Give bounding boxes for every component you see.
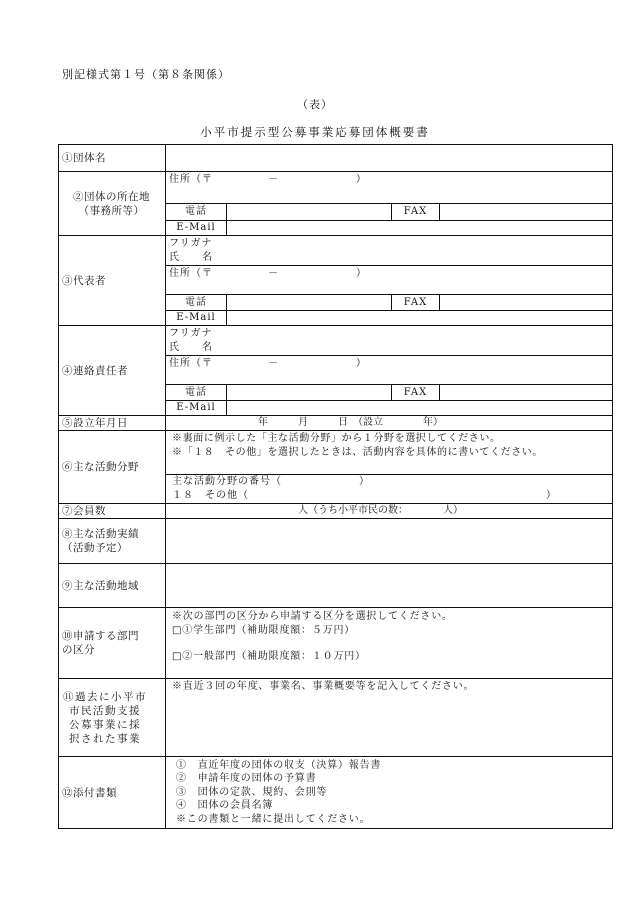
attachments-label: ⑫添付書類 [59, 757, 166, 829]
established-date-label: ⑤設立年月日 [59, 416, 166, 431]
activity-field-label: ⑥主な活動分野 [59, 431, 166, 504]
side-label: （表） [297, 98, 333, 111]
document-title: 小平市提示型公募事業応募団体概要書 [200, 125, 430, 139]
org-name-field[interactable] [166, 145, 613, 172]
activity-field-entry[interactable] [166, 475, 613, 504]
contact-email-label: E-Mail [166, 401, 227, 416]
activity-record-field[interactable] [166, 519, 613, 564]
activity-number-field[interactable]: 主な活動分野の番号（ ） [172, 476, 370, 487]
attachments-note: ※この書類と一緒に提出してください。 [176, 813, 371, 825]
past-projects-field[interactable] [166, 679, 613, 757]
activity-record-label: ⑧主な活動実績 （活動予定） [59, 519, 166, 564]
past-projects-label: ⑪過去に小平市 市民活動支援 公募事業に採 択された事業 [59, 679, 166, 757]
student-division-checkbox[interactable]: □①学生部門（補助限度額：５万円） [172, 625, 356, 636]
attachment-item: ① 直近年度の団体の収支（決算）報告書 [176, 759, 382, 771]
attachment-item: ④ 団体の会員名簿 [176, 800, 274, 812]
representative-fax-label: FAX [392, 295, 440, 311]
org-email-label: E-Mail [166, 221, 227, 236]
contact-fax-label: FAX [392, 385, 440, 401]
activity-area-field[interactable] [166, 564, 613, 608]
past-projects-note: ※直近３回の年度、事業名、事業概要等を記入してください。 [172, 681, 475, 692]
org-name-label: ①団体名 [59, 145, 166, 172]
org-fax-field[interactable] [440, 204, 613, 221]
application-form-table [58, 144, 613, 829]
org-fax-label: FAX [392, 204, 440, 221]
org-phone-field[interactable] [227, 204, 392, 221]
representative-email-field[interactable] [227, 311, 613, 326]
activity-other-field[interactable]: １８ その他（ ） [172, 490, 557, 501]
representative-fax-field[interactable] [440, 295, 613, 311]
contact-phone-label: 電話 [166, 385, 227, 401]
attachments-list [166, 757, 613, 829]
established-date-field[interactable]: 年 月 日 （設立 年） [166, 416, 613, 431]
attachment-item: ③ 団体の定款、規約、会則等 [176, 786, 328, 798]
representative-label: ③代表者 [59, 236, 166, 326]
member-count-field[interactable]: 人（うち小平市民の数： 人） [166, 504, 613, 519]
contact-person-label: ④連絡責任者 [59, 326, 166, 416]
attachment-item: ② 申請年度の団体の予算書 [176, 773, 317, 785]
org-location-label: ②団体の所在地 （事務所等） [59, 172, 166, 236]
contact-address-field[interactable]: 住所（〒 － ） [166, 356, 613, 385]
contact-phone-field[interactable] [227, 385, 392, 401]
general-division-checkbox[interactable]: □②一般部門（補助限度額：１０万円） [172, 651, 366, 662]
representative-phone-label: 電話 [166, 295, 227, 311]
org-address-field[interactable]: 住所（〒 － ） [166, 172, 613, 204]
representative-address-field[interactable]: 住所（〒 － ） [166, 266, 613, 295]
activity-note-2: ※「１８ その他」を選択したときは、活動内容を具体的に書いてください。 [172, 447, 543, 458]
representative-name-field[interactable]: フリガナ 氏 名 [166, 236, 613, 266]
org-email-field[interactable] [227, 221, 613, 236]
activity-area-label: ⑨主な活動地域 [59, 564, 166, 608]
activity-note-1: ※裏面に例示した「主な活動分野」から１分野を選択してください。 [172, 433, 501, 444]
activity-field-notes [166, 431, 613, 475]
member-count-label: ⑦会員数 [59, 504, 166, 519]
representative-email-label: E-Mail [166, 311, 227, 326]
division-note: ※次の部門の区分から申請する区分を選択してください。 [172, 611, 453, 622]
contact-name-field[interactable]: フリガナ 氏 名 [166, 326, 613, 356]
division-label: ⑩申請する部門 の区分 [59, 608, 166, 679]
division-options [166, 608, 613, 679]
form-identifier: 別記様式第１号（第８条関係） [62, 68, 230, 81]
org-phone-label: 電話 [166, 204, 227, 221]
contact-fax-field[interactable] [440, 385, 613, 401]
representative-phone-field[interactable] [227, 295, 392, 311]
contact-email-field[interactable] [227, 401, 613, 416]
